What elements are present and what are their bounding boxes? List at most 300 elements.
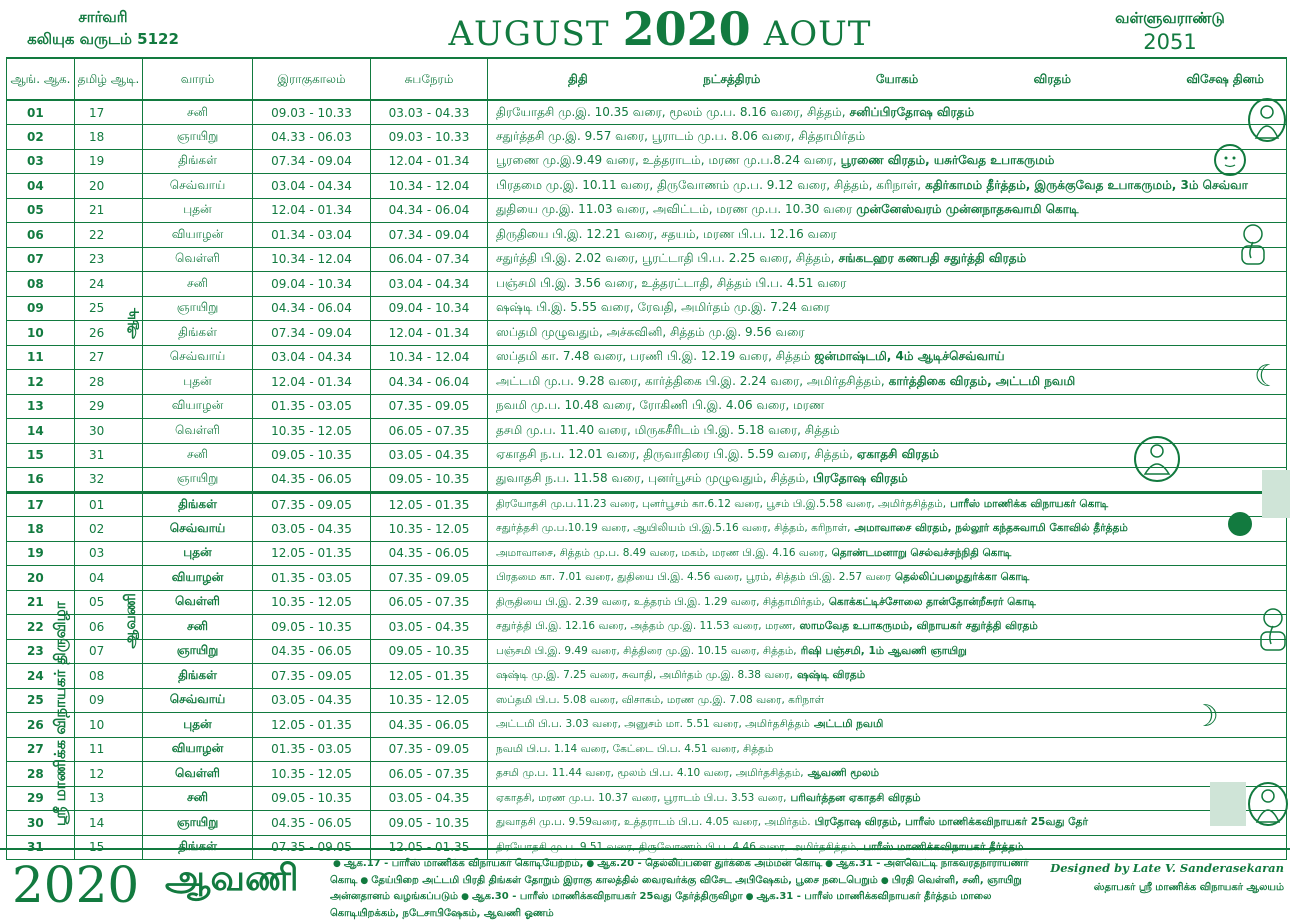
eng-date: 24 bbox=[7, 664, 75, 689]
rahu-kalam: 03.04 - 04.34 bbox=[253, 174, 371, 199]
subha-neram: 10.34 - 12.04 bbox=[371, 345, 488, 370]
subha-neram: 03.04 - 04.34 bbox=[371, 272, 488, 297]
tamil-date: 10 bbox=[75, 713, 143, 738]
rahu-kalam: 10.34 - 12.04 bbox=[253, 247, 371, 272]
weekday: செவ்வாய் bbox=[143, 174, 253, 199]
day-details bbox=[488, 615, 1287, 640]
col-vratham: விரதம் bbox=[1033, 71, 1071, 86]
tamil-date: 09 bbox=[75, 688, 143, 713]
panchangam-text: ஸப்தமி பி.ப. 5.08 வரை, விசாகம், மரண மு.இ. 7.08 வரை, கரிநாள் bbox=[496, 693, 825, 706]
calendar-row bbox=[7, 811, 1287, 836]
weekday: வெள்ளி bbox=[143, 590, 253, 615]
calendar-row bbox=[7, 639, 1287, 664]
weekday: திங்கள் bbox=[143, 149, 253, 174]
rahu-kalam: 07.35 - 09.05 bbox=[253, 492, 371, 517]
calendar-row bbox=[7, 762, 1287, 787]
day-details bbox=[488, 345, 1287, 370]
rahu-kalam: 03.05 - 04.35 bbox=[253, 688, 371, 713]
footer-note: ஆக.20 - தெல்லிப்பளை துர்க்கை அம்மன் கொடி bbox=[597, 858, 823, 869]
calendar-row bbox=[7, 443, 1287, 468]
col-details bbox=[488, 58, 1287, 100]
calendar-row bbox=[7, 468, 1287, 493]
special-day-text: ஜன்மாஷ்டமி, 4ம் ஆடிச்செவ்வாய் bbox=[814, 349, 1005, 364]
tamil-date: 21 bbox=[75, 198, 143, 223]
subha-neram: 12.04 - 01.34 bbox=[371, 321, 488, 346]
rahu-kalam: 09.05 - 10.35 bbox=[253, 615, 371, 640]
subha-neram: 09.05 - 10.35 bbox=[371, 811, 488, 836]
tamil-date: 02 bbox=[75, 517, 143, 542]
col-eng-date: ஆங். ஆக. bbox=[7, 58, 75, 100]
eng-date: 03 bbox=[7, 149, 75, 174]
subha-neram: 07.35 - 09.05 bbox=[371, 737, 488, 762]
panchangam-text: துதியை மு.இ. 11.03 வரை, அவிட்டம், மரண மு.ப. 10.30 வரை bbox=[496, 202, 853, 217]
weekday: ஞாயிறு bbox=[143, 468, 253, 493]
ganesha-image-icon bbox=[1236, 222, 1270, 266]
tamil-date: 30 bbox=[75, 419, 143, 444]
special-day-text: சனிப்பிரதோஷ விரதம் bbox=[849, 104, 975, 119]
rahu-kalam: 10.35 - 12.05 bbox=[253, 419, 371, 444]
rahu-kalam: 09.05 - 10.35 bbox=[253, 443, 371, 468]
weekday: வியாழன் bbox=[143, 394, 253, 419]
special-day-text: கார்த்திகை விரதம், அட்டமி நவமி bbox=[888, 373, 1076, 388]
day-details bbox=[488, 737, 1287, 762]
valluvar-year: 2051 bbox=[1143, 30, 1197, 54]
calendar-row bbox=[7, 296, 1287, 321]
header-right-block bbox=[1060, 6, 1280, 54]
eng-date: 07 bbox=[7, 247, 75, 272]
special-day-text: ஷஷ்டி விரதம் bbox=[797, 669, 866, 682]
bullet-icon: ● bbox=[745, 892, 754, 902]
tamil-date: 20 bbox=[75, 174, 143, 199]
weekday: வெள்ளி bbox=[143, 419, 253, 444]
panchangam-text: சதுர்த்தசி மு.ப.10.19 வரை, ஆயிலியம் பி.இ.5.16 வரை, சித்தம், கரிநாள், bbox=[496, 522, 851, 535]
special-day-text: ஆவணி மூலம் bbox=[807, 767, 880, 780]
eng-date: 16 bbox=[7, 468, 75, 493]
subha-neram: 03.05 - 04.35 bbox=[371, 615, 488, 640]
day-details bbox=[488, 492, 1287, 517]
col-subha: சுபநேரம் bbox=[371, 58, 488, 100]
day-details bbox=[488, 174, 1287, 199]
special-day-text: சங்கடஹர கணபதி சதுர்த்தி விரதம் bbox=[838, 251, 1027, 266]
calendar-row bbox=[7, 786, 1287, 811]
special-day-text: பிரதோஷ விரதம், பாரீஸ் மாணிக்கவிநாயகர் 25வது தேர் bbox=[814, 816, 1088, 829]
weekday: வியாழன் bbox=[143, 223, 253, 248]
panchangam-text: அட்டமி மு.ப. 9.28 வரை, கார்த்திகை பி.இ. 2.24 வரை, அமிர்தசித்தம், bbox=[496, 373, 885, 388]
special-day-text: ரிஷி பஞ்சமி, 1ம் ஆவணி ஞாயிறு bbox=[800, 644, 967, 657]
rahu-kalam: 04.35 - 06.05 bbox=[253, 811, 371, 836]
day-details bbox=[488, 272, 1287, 297]
eng-date: 28 bbox=[7, 762, 75, 787]
tamil-date: 14 bbox=[75, 811, 143, 836]
panchangam-text: திரயோதசி மு.ப. 9.51 வரை, திருவோணம் பி.ப. 4.46 வரை, அமிர்தசித்தம், bbox=[496, 840, 860, 853]
special-day-text: முன்னேஸ்வரம் முன்னநாதசுவாமி கொடி bbox=[856, 202, 1079, 217]
rahu-kalam: 12.05 - 01.35 bbox=[253, 541, 371, 566]
eng-date: 12 bbox=[7, 370, 75, 395]
panchangam-text: திரயோதசி மு.ப.11.23 வரை, புனர்பூசம் கா.6.12 வரை, பூசம் பி.இ.5.58 வரை, அமிர்தசித்தம், bbox=[496, 498, 947, 511]
title-year: 2020 bbox=[622, 2, 751, 56]
col-rahu: இராகுகாலம் bbox=[253, 58, 371, 100]
day-details bbox=[488, 296, 1287, 321]
weekday: புதன் bbox=[143, 370, 253, 395]
tamil-date: 17 bbox=[75, 100, 143, 125]
day-details bbox=[488, 100, 1287, 125]
col-yoga: யோகம் bbox=[875, 71, 919, 86]
eng-date: 04 bbox=[7, 174, 75, 199]
eng-date: 26 bbox=[7, 713, 75, 738]
calendar-row bbox=[7, 664, 1287, 689]
tamil-date: 18 bbox=[75, 125, 143, 150]
weekday: ஞாயிறு bbox=[143, 296, 253, 321]
kaliyuga-year: கலியுக வருடம் 5122 bbox=[27, 30, 179, 48]
tamil-date: 05 bbox=[75, 590, 143, 615]
subha-neram: 06.05 - 07.35 bbox=[371, 762, 488, 787]
tamil-date: 19 bbox=[75, 149, 143, 174]
calendar-header bbox=[0, 0, 1290, 60]
eng-date: 01 bbox=[7, 100, 75, 125]
subha-neram: 10.35 - 12.05 bbox=[371, 688, 488, 713]
panchangam-text: திருதியை பி.இ. 2.39 வரை, உத்தரம் பி.இ. 1.29 வரை, சித்தாமிர்தம், bbox=[496, 595, 825, 608]
weekday: செவ்வாய் bbox=[143, 517, 253, 542]
tamil-date: 07 bbox=[75, 639, 143, 664]
table-header-row bbox=[7, 58, 1287, 100]
col-day: வாரம் bbox=[143, 58, 253, 100]
calendar-row bbox=[7, 590, 1287, 615]
special-day-text: கொக்கட்டிச்சோலை தான்தோன்றீசுரர் கொடி bbox=[828, 595, 1036, 608]
special-day-text: கதிர்காமம் தீர்த்தம், இருக்குவேத உபாகருமம், 3ம் செவ்வா bbox=[925, 177, 1248, 192]
rahu-kalam: 04.35 - 06.05 bbox=[253, 468, 371, 493]
eng-date: 13 bbox=[7, 394, 75, 419]
special-day-text: அமாவாசை விரதம், நல்லூர் கந்தசுவாமி கோவில் தீர்த்தம் bbox=[854, 522, 1128, 535]
subha-neram: 07.35 - 09.05 bbox=[371, 566, 488, 591]
weekday: சனி bbox=[143, 443, 253, 468]
subha-neram: 09.05 - 10.35 bbox=[371, 639, 488, 664]
special-day-text: பரிவர்த்தன ஏகாதசி விரதம் bbox=[790, 791, 921, 804]
special-day-text: தொண்டமனாறு செல்வச்சந்நிதி கொடி bbox=[831, 546, 1012, 559]
panchangam-text: பிரதமை கா. 7.01 வரை, துதியை பி.இ. 4.56 வரை, பூரம், சித்தம் பி.இ. 2.57 வரை bbox=[496, 571, 891, 584]
chariot-photo-icon bbox=[1210, 782, 1246, 826]
eng-date: 27 bbox=[7, 737, 75, 762]
day-details bbox=[488, 149, 1287, 174]
calendar-row bbox=[7, 566, 1287, 591]
panchangam-text: பஞ்சமி பி.இ. 9.49 வரை, சித்திரை மு.இ. 10.15 வரை, சித்தம், bbox=[496, 644, 797, 657]
day-details bbox=[488, 541, 1287, 566]
tamil-date: 28 bbox=[75, 370, 143, 395]
subha-neram: 04.34 - 06.04 bbox=[371, 370, 488, 395]
panchangam-text: தசமி மு.ப. 11.44 வரை, மூலம் பி.ப. 4.10 வரை, அமிர்தசித்தம், bbox=[496, 767, 804, 780]
subha-neram: 04.35 - 06.05 bbox=[371, 541, 488, 566]
calendar-row bbox=[7, 394, 1287, 419]
panchangam-text: நவமி பி.ப. 1.14 வரை, கேட்டை பி.ப. 4.51 வரை, சித்தம் bbox=[496, 742, 774, 755]
rahu-kalam: 07.34 - 09.04 bbox=[253, 321, 371, 346]
bullet-icon: ● bbox=[586, 859, 595, 869]
eng-date: 10 bbox=[7, 321, 75, 346]
tamil-date: 26 bbox=[75, 321, 143, 346]
panchangam-text: துவாதசி ந.ப. 11.58 வரை, புனர்பூசம் முழுவதும், சித்தம், bbox=[496, 471, 810, 486]
special-day-text: பிரதோஷ விரதம் bbox=[813, 471, 908, 486]
subha-neram: 03.05 - 04.35 bbox=[371, 443, 488, 468]
col-star: நட்சத்திரம் bbox=[703, 71, 761, 86]
day-details bbox=[488, 125, 1287, 150]
weekday: சனி bbox=[143, 615, 253, 640]
eng-date: 23 bbox=[7, 639, 75, 664]
eng-date: 09 bbox=[7, 296, 75, 321]
eng-date: 02 bbox=[7, 125, 75, 150]
subha-neram: 09.05 - 10.35 bbox=[371, 468, 488, 493]
page-title bbox=[380, 2, 940, 56]
tamil-date: 01 bbox=[75, 492, 143, 517]
bullet-icon: ● bbox=[461, 892, 469, 902]
tamil-date: 03 bbox=[75, 541, 143, 566]
col-tamil-date: தமிழ் ஆடி. bbox=[75, 58, 143, 100]
panchangam-text: சதுர்த்தி பி.இ. 12.16 வரை, அத்தம் மு.இ. 11.53 வரை, மரண, bbox=[496, 620, 796, 633]
subha-neram: 06.04 - 07.34 bbox=[371, 247, 488, 272]
panchangam-text: ஷஷ்டி பி.இ. 5.55 வரை, ரேவதி, அமிர்தம் மு.இ. 7.24 வரை bbox=[496, 300, 830, 315]
eng-date: 21 bbox=[7, 590, 75, 615]
weekday: சனி bbox=[143, 100, 253, 125]
eng-date: 20 bbox=[7, 566, 75, 591]
calendar-row bbox=[7, 174, 1287, 199]
temple-credit: ஸ்தாபகர் ஸ்ரீ மாணிக்க விநாயகர் ஆலயம் bbox=[1093, 882, 1284, 893]
calendar-row bbox=[7, 688, 1287, 713]
day-details bbox=[488, 639, 1287, 664]
day-details bbox=[488, 247, 1287, 272]
new-moon-icon bbox=[1228, 512, 1252, 536]
tamil-date: 32 bbox=[75, 468, 143, 493]
eng-date: 08 bbox=[7, 272, 75, 297]
subha-neram: 03.03 - 04.33 bbox=[371, 100, 488, 125]
weekday: வெள்ளி bbox=[143, 247, 253, 272]
subha-neram: 07.35 - 09.05 bbox=[371, 394, 488, 419]
rahu-kalam: 01.35 - 03.05 bbox=[253, 737, 371, 762]
calendar-row bbox=[7, 272, 1287, 297]
footer-tamil-month: ஆவணி bbox=[165, 858, 299, 899]
aavani-side-label: ஆவணி bbox=[121, 593, 139, 649]
panchangam-text: ஷஷ்டி மு.இ. 7.25 வரை, சுவாதி, அமிர்தம் மு.இ. 8.38 வரை, bbox=[496, 669, 794, 682]
day-details bbox=[488, 321, 1287, 346]
weekday: ஞாயிறு bbox=[143, 125, 253, 150]
weekday: வியாழன் bbox=[143, 566, 253, 591]
day-details bbox=[488, 786, 1287, 811]
weekday: சனி bbox=[143, 786, 253, 811]
eng-date: 17 bbox=[7, 492, 75, 517]
col-tithi: திதி bbox=[568, 71, 588, 86]
rahu-kalam: 03.05 - 04.35 bbox=[253, 517, 371, 542]
panchangam-text: ஸப்தமி முழுவதும், அச்சுவினி, சித்தம் மு.இ. 9.56 வரை bbox=[496, 324, 805, 339]
calendar-table bbox=[6, 57, 1287, 860]
tamil-date: 25 bbox=[75, 296, 143, 321]
special-day-text: அட்டமி நவமி bbox=[813, 718, 884, 731]
header-left-block bbox=[8, 6, 198, 50]
eng-date: 15 bbox=[7, 443, 75, 468]
rahu-kalam: 01.35 - 03.05 bbox=[253, 394, 371, 419]
tamil-date: 23 bbox=[75, 247, 143, 272]
calendar-row bbox=[7, 321, 1287, 346]
rahu-kalam: 01.35 - 03.05 bbox=[253, 566, 371, 591]
rahu-kalam: 09.05 - 10.35 bbox=[253, 786, 371, 811]
footer-note: பிரதி வெள்ளி, சனி, ஞாயிறு அன்னதானம் வழங்கப்படும் bbox=[330, 874, 1022, 902]
footer-note: ஆக.31 - பாரீஸ் மாணிக்கவிநாயகர் தீர்த்தம் மாலை கொடியிறக்கம், நடேசாபிஷேகம், ஆவணி ஓணம் bbox=[330, 891, 992, 919]
calendar-row bbox=[7, 541, 1287, 566]
special-day-text: ஏகாதசி விரதம் bbox=[856, 447, 939, 462]
month-french: AOUT bbox=[763, 14, 872, 54]
amman-image-icon-2 bbox=[1248, 782, 1288, 826]
panchangam-text: ஏகாதசி, மரண மு.ப. 10.37 வரை, பூராடம் பி.ப. 3.53 வரை, bbox=[496, 791, 787, 804]
eng-date: 05 bbox=[7, 198, 75, 223]
subha-neram: 06.05 - 07.35 bbox=[371, 590, 488, 615]
rahu-kalam: 04.33 - 06.03 bbox=[253, 125, 371, 150]
bullet-icon: ● bbox=[360, 875, 369, 886]
panchangam-text: சதுர்த்தசி மு.இ. 9.57 வரை, பூராடம் மு.ப. 8.06 வரை, சித்தாமிர்தம் bbox=[496, 128, 866, 143]
panchangam-text: திரயோதசி மு.இ. 10.35 வரை, மூலம் மு.ப. 8.16 வரை, சித்தம், bbox=[496, 104, 846, 119]
panchangam-text: அமாவாசை, சித்தம் மு.ப. 8.49 வரை, மகம், மரண பி.இ. 4.16 வரை, bbox=[496, 546, 828, 559]
bullet-icon: ● bbox=[880, 875, 889, 886]
tamil-date: 11 bbox=[75, 737, 143, 762]
calendar-row bbox=[7, 223, 1287, 248]
day-details bbox=[488, 517, 1287, 542]
subha-neram: 12.05 - 01.35 bbox=[371, 492, 488, 517]
subha-neram: 12.05 - 01.35 bbox=[371, 664, 488, 689]
eng-date: 30 bbox=[7, 811, 75, 836]
panchangam-text: பஞ்சமி பி.இ. 3.56 வரை, உத்தரட்டாதி, சித்தம் பி.ப. 4.51 வரை bbox=[496, 275, 847, 290]
weekday: திங்கள் bbox=[143, 664, 253, 689]
footer-note: ஆக.30 - பாரீஸ் மாணிக்கவிநாயகர் 25வது தேர்த்திருவிழா bbox=[471, 891, 743, 902]
year-name: சார்வரி bbox=[78, 8, 128, 26]
subha-neram: 07.34 - 09.04 bbox=[371, 223, 488, 248]
weekday: செவ்வாய் bbox=[143, 345, 253, 370]
subha-neram: 06.05 - 07.35 bbox=[371, 419, 488, 444]
subha-neram: 09.04 - 10.34 bbox=[371, 296, 488, 321]
ganesha-image-icon-2 bbox=[1256, 606, 1290, 652]
special-day-text: பாரீஸ் மாணிக்கவிநாயகர் தீர்த்தம் bbox=[863, 840, 1024, 853]
deity-image-icon bbox=[1134, 436, 1180, 482]
day-details bbox=[488, 223, 1287, 248]
calendar-row bbox=[7, 100, 1287, 125]
tamil-date: 15 bbox=[75, 835, 143, 860]
day-details bbox=[488, 394, 1287, 419]
tamil-date: 27 bbox=[75, 345, 143, 370]
weekday: வெள்ளி bbox=[143, 762, 253, 787]
calendar-body bbox=[7, 100, 1287, 860]
weekday: புதன் bbox=[143, 541, 253, 566]
tamil-date: 12 bbox=[75, 762, 143, 787]
weekday: திங்கள் bbox=[143, 492, 253, 517]
day-details bbox=[488, 762, 1287, 787]
panchangam-text: துவாதசி மு.ப. 9.59வரை, உத்தராடம் பி.ப. 4.05 வரை, அமிர்தம். bbox=[496, 816, 811, 829]
weekday: புதன் bbox=[143, 713, 253, 738]
calendar-row bbox=[7, 615, 1287, 640]
footer-year: 2020 bbox=[12, 856, 140, 914]
calendar-footer bbox=[0, 848, 1290, 920]
panchangam-text: திருதியை பி.இ. 12.21 வரை, சதயம், மரண பி.ப. 12.16 வரை bbox=[496, 226, 837, 241]
eng-date: 11 bbox=[7, 345, 75, 370]
rahu-kalam: 07.35 - 09.05 bbox=[253, 835, 371, 860]
panchangam-text: தசமி மு.ப. 11.40 வரை, மிருகசீரிடம் பி.இ. 5.18 வரை, சித்தம் bbox=[496, 422, 840, 437]
eng-date: 22 bbox=[7, 615, 75, 640]
day-details bbox=[488, 370, 1287, 395]
special-day-text: தெல்லிப்பழைதுர்க்கா கொடி bbox=[894, 571, 1030, 584]
day-details bbox=[488, 811, 1287, 836]
footer-credit bbox=[1034, 858, 1284, 898]
designer-credit: Designed by Late V. Sanderasekaran bbox=[1050, 861, 1284, 875]
rahu-kalam: 12.05 - 01.35 bbox=[253, 713, 371, 738]
rahu-kalam: 07.34 - 09.04 bbox=[253, 149, 371, 174]
bullet-icon: ● bbox=[825, 859, 834, 869]
month-english: AUGUST bbox=[448, 14, 610, 54]
panchangam-text: பிரதமை மு.இ. 10.11 வரை, திருவோணம் மு.ப. 9.12 வரை, சித்தம், கரிநாள், bbox=[496, 177, 922, 192]
eng-date: 14 bbox=[7, 419, 75, 444]
rahu-kalam: 09.03 - 10.33 bbox=[253, 100, 371, 125]
calendar-row bbox=[7, 370, 1287, 395]
bullet-icon: ● bbox=[333, 859, 341, 869]
rahu-kalam: 12.04 - 01.34 bbox=[253, 198, 371, 223]
day-details bbox=[488, 688, 1287, 713]
panchangam-text: நவமி மு.ப. 10.48 வரை, ரோகிணி பி.இ. 4.06 வரை, மரண bbox=[496, 398, 825, 413]
eng-date: 31 bbox=[7, 835, 75, 860]
eng-date: 18 bbox=[7, 517, 75, 542]
valluvar-label: வள்ளுவராண்டு bbox=[1115, 9, 1225, 27]
calendar-row bbox=[7, 419, 1287, 444]
weekday: ஞாயிறு bbox=[143, 811, 253, 836]
calendar-row bbox=[7, 198, 1287, 223]
weekday: ஞாயிறு bbox=[143, 639, 253, 664]
panchangam-text: ஸப்தமி கா. 7.48 வரை, பரணி பி.இ. 12.19 வரை, சித்தம் bbox=[496, 349, 811, 364]
panchangam-text: பூரணை மு.இ.9.49 வரை, உத்தராடம், மரண மு.ப.8.24 வரை, bbox=[496, 153, 837, 168]
calendar-row bbox=[7, 713, 1287, 738]
subha-neram: 10.34 - 12.04 bbox=[371, 174, 488, 199]
day-details bbox=[488, 664, 1287, 689]
special-day-text: ஸாமவேத உபாகருமம், விநாயகர் சதுர்த்தி விரதம் bbox=[799, 620, 1038, 633]
festival-side-label: ஸ்ரீ மாணிக்க விநாயகர் திருவிழா bbox=[51, 601, 69, 826]
tamil-date: 06 bbox=[75, 615, 143, 640]
footer-note: ஆக.31 - அளவெட்டி நாகவரதநாராயணர் கொடி bbox=[330, 858, 1029, 886]
weekday: சனி bbox=[143, 272, 253, 297]
tamil-date: 08 bbox=[75, 664, 143, 689]
calendar-row bbox=[7, 492, 1287, 517]
subha-neram: 04.34 - 06.04 bbox=[371, 198, 488, 223]
day-details bbox=[488, 590, 1287, 615]
day-details bbox=[488, 713, 1287, 738]
weekday: வியாழன் bbox=[143, 737, 253, 762]
rahu-kalam: 01.34 - 03.04 bbox=[253, 223, 371, 248]
subha-neram: 12.04 - 01.34 bbox=[371, 149, 488, 174]
calendar-row bbox=[7, 517, 1287, 542]
subha-neram: 09.03 - 10.33 bbox=[371, 125, 488, 150]
special-day-text: பூரணை விரதம், யசுர்வேத உபாகருமம் bbox=[840, 153, 1055, 168]
weekday: திங்கள் bbox=[143, 321, 253, 346]
rahu-kalam: 10.35 - 12.05 bbox=[253, 762, 371, 787]
weekday: செவ்வாய் bbox=[143, 688, 253, 713]
tamil-date: 22 bbox=[75, 223, 143, 248]
tamil-date: 13 bbox=[75, 786, 143, 811]
rahu-kalam: 03.04 - 04.34 bbox=[253, 345, 371, 370]
calendar-row bbox=[7, 737, 1287, 762]
rahu-kalam: 12.04 - 01.34 bbox=[253, 370, 371, 395]
calendar-row bbox=[7, 149, 1287, 174]
eng-date: 25 bbox=[7, 688, 75, 713]
panchangam-text: சதுர்த்தி பி.இ. 2.02 வரை, பூரட்டாதி பி.ப. 2.25 வரை, சித்தம், bbox=[496, 251, 835, 266]
weekday: புதன் bbox=[143, 198, 253, 223]
calendar-row bbox=[7, 247, 1287, 272]
rahu-kalam: 04.35 - 06.05 bbox=[253, 639, 371, 664]
amman-image-icon bbox=[1248, 98, 1286, 142]
crescent-moon-icon: ☾ bbox=[1254, 359, 1281, 394]
panchangam-text: அட்டமி பி.ப. 3.03 வரை, அனுசம் மா. 5.51 வரை, அமிர்தசித்தம் bbox=[496, 718, 810, 731]
full-moon-icon bbox=[1214, 144, 1246, 176]
tamil-date: 24 bbox=[75, 272, 143, 297]
waning-moon-icon: ☽ bbox=[1192, 699, 1219, 734]
calendar-row bbox=[7, 125, 1287, 150]
eng-date: 19 bbox=[7, 541, 75, 566]
